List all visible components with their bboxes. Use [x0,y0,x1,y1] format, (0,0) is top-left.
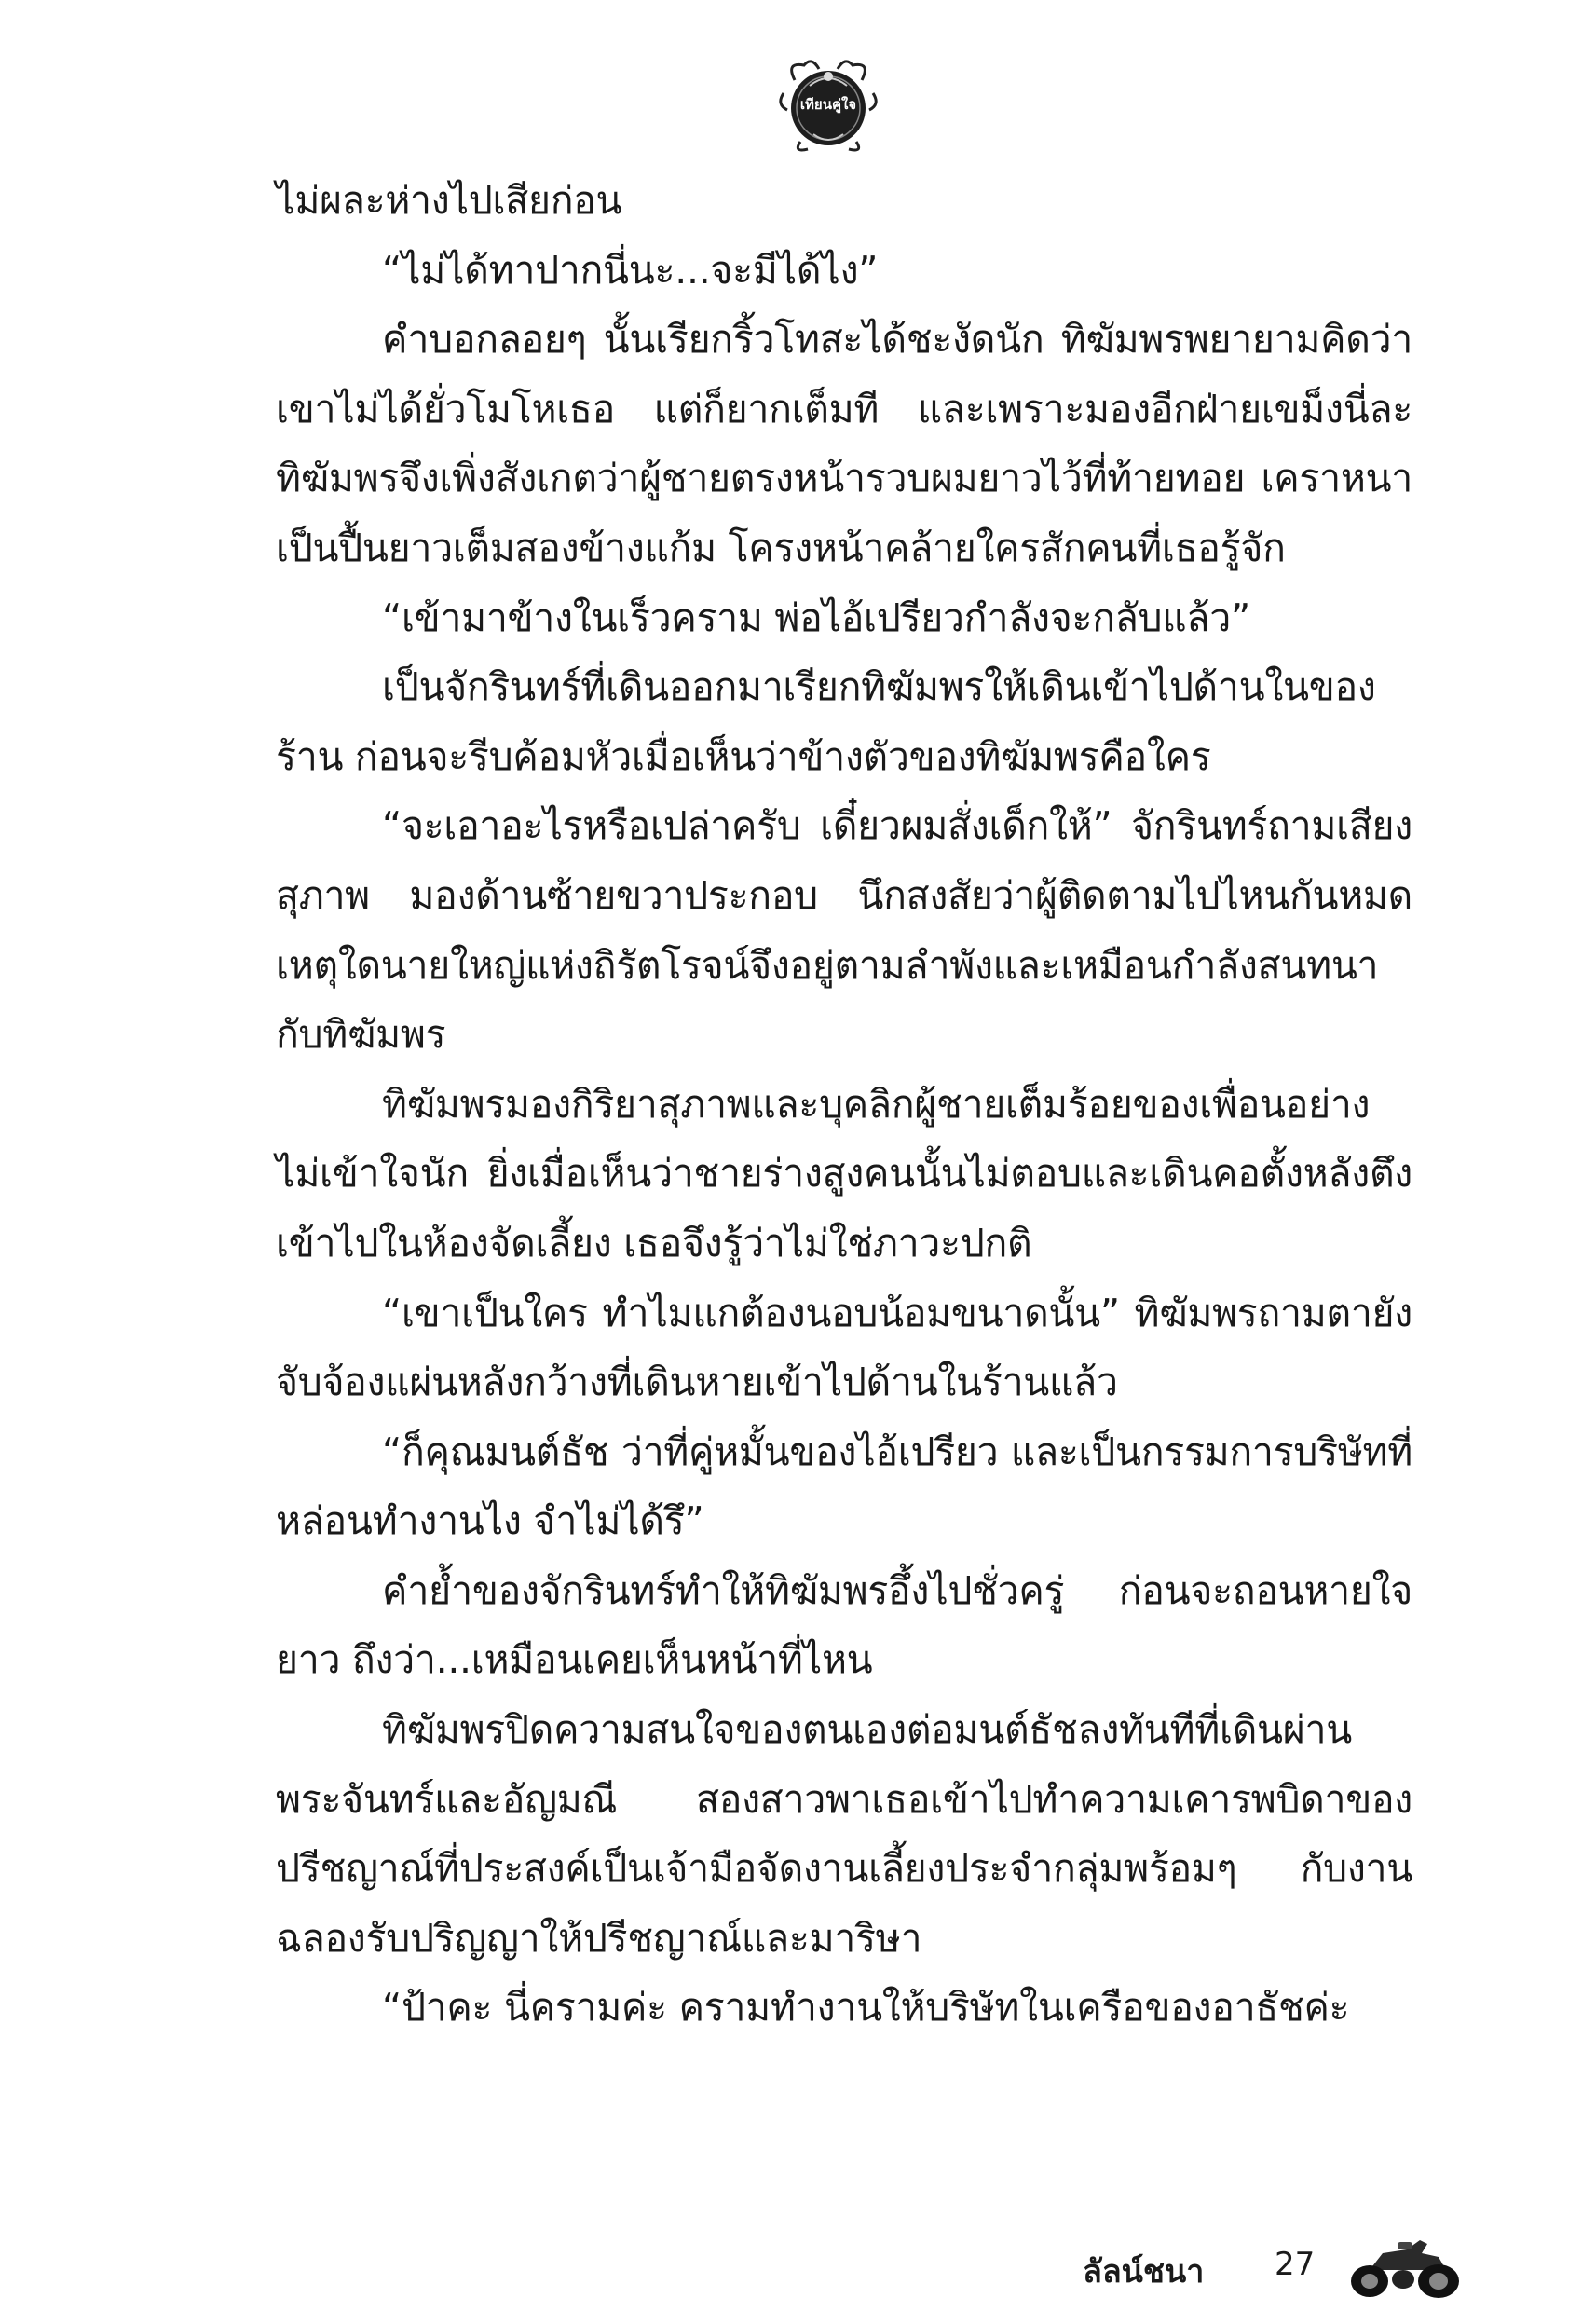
paragraph: “จะเอาอะไรหรือเปล่าครับ เดี๋ยวผมสั่งเด็กให้” จักรินทร์ถามเสียงสุภาพ มองด้านซ้ายขวาประกอบ นึกสงสัยว่าผู้ติดตามไปไหนกันหมด เหตุใดนายใหญ่แห่งถิรัตโรจน์จึงอยู่ตามลำพังและเหมือนกำลังสนทนากับทิฆัมพร [276,803,1412,1058]
page-footer [1025,2227,1491,2311]
emblem-text: เทียนคู่ใจ [799,96,857,113]
ornamental-emblem-icon [776,52,880,157]
body-text [276,166,1412,2043]
paragraph: ทิฆัมพรปิดความสนใจของตนเองต่อมนต์ธัชลงทันทีที่เดินผ่านพระจันทร์และอัญมณี สองสาวพาเธอเข้าไปทำความเคารพบิดาของปรีชญาณ์ที่ประสงค์เป็นเจ้ามือจัดงานเลี้ยงประจำกลุ่มพร้อมๆ กับงานฉลองรับปริญญาให้ปรีชญาณ์และมาริษา [276,1707,1412,1961]
paragraph: “เขาเป็นใคร ทำไมแกต้องนอบน้อมขนาดนั้น” ทิฆัมพรถามตายังจับจ้องแผ่นหลังกว้างที่เดินหายเข้าไปด้านในร้านแล้ว [276,1290,1412,1405]
paragraph: คำย้ำของจักรินทร์ทำให้ทิฆัมพรอึ้งไปชั่วครู่ ก่อนจะถอนหายใจยาว ถึงว่า...เหมือนเคยเห็นหน้าที่ไหน [276,1567,1412,1683]
page-number: 27 [1275,2246,1316,2283]
paragraph: ทิฆัมพรมองกิริยาสุภาพและบุคลิกผู้ชายเต็มร้อยของเพื่อนอย่างไม่เข้าใจนัก ยิ่งเมื่อเห็นว่าชายร่างสูงคนนั้นไม่ตอบและเดินคอตั้งหลังตึงเข้าไปในห้องจัดเลี้ยง เธอจึงรู้ว่าไม่ใช่ภาวะปกติ [276,1081,1412,1265]
paragraph: เป็นจักรินทร์ที่เดินออกมาเรียกทิฆัมพรให้เดินเข้าไปด้านในของร้าน ก่อนจะรีบค้อมหัวเมื่อเห็นว่าข้างตัวของทิฆัมพรคือใคร [276,664,1376,779]
paragraph: ไม่ผละห่างไปเสียก่อน [276,178,622,223]
book-title: ลัลน์ชนา [1083,2253,1205,2290]
paragraph: “เข้ามาข้างในเร็วคราม พ่อไอ้เปรียวกำลังจะกลับแล้ว” [382,595,1250,640]
atv-quad-bike-icon [1342,2233,1463,2300]
paragraph: “ป้าคะ นี่ครามค่ะ ครามทำงานให้บริษัทในเครือของอาธัชค่ะ [382,1985,1350,2031]
paragraph: คำบอกลอยๆ นั้นเรียกริ้วโทสะได้ชะงัดนัก ทิฆัมพรพยายามคิดว่าเขาไม่ได้ยั่วโมโหเธอ แต่ก็ยากเต็มที และเพราะมองอีกฝ่ายเขม็งนี่ละ ทิฆัมพรจึงเพิ่งสังเกตว่าผู้ชายตรงหน้ารวบผมยาวไว้ที่ท้ายทอย เคราหนาเป็นปื้นยาวเต็มสองข้างแก้ม โครงหน้าคล้ายใครสักคนที่เธอรู้จัก [276,317,1412,570]
paragraph: “ก็คุณมนต์ธัช ว่าที่คู่หมั้นของไอ้เปรียว และเป็นกรรมการบริษัทที่หล่อนทำงานไง จำไม่ได้รึ” [276,1429,1412,1544]
paragraph: “ไม่ได้ทาปากนี่นะ...จะมีได้ไง” [382,247,879,293]
